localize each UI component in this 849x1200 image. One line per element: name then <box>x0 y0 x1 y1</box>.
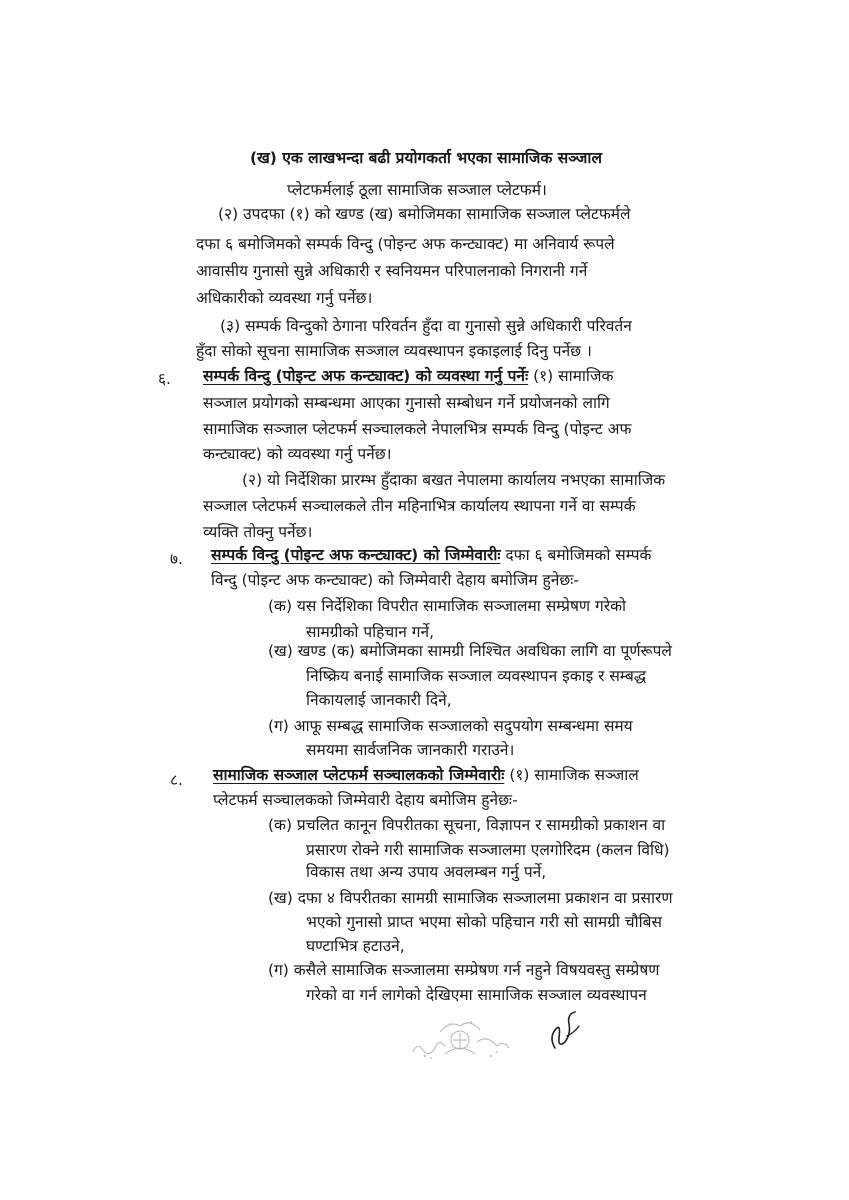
section-6-sub2-line3: व्यक्ति तोक्नु पर्नेछ। <box>203 523 313 541</box>
section-8-heading: सामाजिक सञ्जाल प्लेटफर्म सञ्चालकको जिम्मेवारीः <box>213 766 505 784</box>
clause-kha-line1: (ख) एक लाखभन्दा बढी प्रयोगकर्ता भएका सामाजिक सञ्जाल <box>250 149 602 167</box>
section-6-heading: सम्पर्क विन्दु (पोइन्ट अफ कन्ट्याक्ट) को व्यवस्था गर्नु पर्नेः <box>203 367 529 385</box>
section-6-line1-rest: (१) सामाजिक <box>528 367 614 385</box>
subclause-2-line3: आवासीय गुनासो सुन्ने अधिकारी र स्वनियमन परिपालनाको निगरानी गर्ने <box>196 262 588 280</box>
section-7-ga-line1: (ग) आफू सम्बद्ध सामाजिक सञ्जालको सदुपयोग सम्बन्धमा समय <box>268 717 633 735</box>
official-seal-icon <box>405 1012 515 1064</box>
section-7-kha-line3: निकायलाई जानकारी दिने, <box>306 691 452 709</box>
section-6-sub2-line2: सञ्जाल प्लेटफर्म सञ्चालकले तीन महिनाभित्र कार्यालय स्थापना गर्ने वा सम्पर्क <box>203 497 636 515</box>
section-7-line1 <box>211 545 651 565</box>
section-8-ka-line3: विकास तथा अन्य उपाय अवलम्बन गर्नु पर्ने, <box>306 863 547 881</box>
section-7-kha-line1: (ख) खण्ड (क) बमोजिमका सामग्री निश्चित अवधिका लागि वा पूर्णरूपले <box>268 642 672 660</box>
section-6-line4: कन्ट्याक्ट) को व्यवस्था गर्नु पर्नेछ। <box>203 445 392 463</box>
subclause-3-line2: हुँदा सोको सूचना सामाजिक सञ्जाल व्यवस्थापन इकाइलाई दिनु पर्नेछ । <box>196 342 592 360</box>
section-8-line2: प्लेटफर्म सञ्चालकको जिम्मेवारी देहाय बमोजिम हुनेछः- <box>213 791 518 809</box>
section-8-number: ८. <box>170 771 183 789</box>
section-8-kha-line2: भएको गुनासो प्राप्त भएमा सोको पहिचान गरी सो सामग्री चौबिस <box>306 913 662 931</box>
section-7-heading: सम्पर्क विन्दु (पोइन्ट अफ कन्ट्याक्ट) को जिम्मेवारीः <box>211 546 501 564</box>
subclause-2-line4: अधिकारीको व्यवस्था गर्नु पर्नेछ। <box>196 289 373 307</box>
section-6-line1 <box>203 366 613 386</box>
section-8-ga-line1: (ग) कसैले सामाजिक सञ्जालमा सम्प्रेषण गर्न नहुने विषयवस्तु सम्प्रेषण <box>268 961 660 979</box>
subclause-3-line1: (३) सम्पर्क विन्दुको ठेगाना परिवर्तन हुँदा वा गुनासो सुन्ने अधिकारी परिवर्तन <box>220 317 632 335</box>
section-7-kha-line2: निष्क्रिय बनाई सामाजिक सञ्जाल व्यवस्थापन इकाइ र सम्बद्ध <box>306 667 647 685</box>
section-7-number: ७. <box>170 550 183 568</box>
section-8-ka-line1: (क) प्रचलित कानून विपरीतका सूचना, विज्ञापन र सामग्रीको प्रकाशन वा <box>268 816 666 834</box>
section-8-kha-line3: घण्टाभित्र हटाउने, <box>306 937 405 955</box>
section-6-sub2-line1: (२) यो निर्देशिका प्रारम्भ हुँदाका बखत नेपालमा कार्यालय नभएका सामाजिक <box>242 471 666 489</box>
subclause-2-line2: दफा ६ बमोजिमको सम्पर्क विन्दु (पोइन्ट अफ कन्ट्याक्ट) मा अनिवार्य रूपले <box>196 235 615 253</box>
section-7-line1-rest: दफा ६ बमोजिमको सम्पर्क <box>500 546 652 564</box>
clause-kha-line2: प्लेटफर्मलाई ठूला सामाजिक सञ्जाल प्लेटफर्म। <box>287 181 547 199</box>
section-7-ka-line1: (क) यस निर्देशिका विपरीत सामाजिक सञ्जालमा सम्प्रेषण गरेको <box>268 597 627 615</box>
section-6-number: ६. <box>158 370 171 388</box>
section-7-ka-line2: सामग्रीको पहिचान गर्ने, <box>306 623 435 641</box>
section-8-line1-rest: (१) सामाजिक सञ्जाल <box>504 766 639 784</box>
section-7-line2: विन्दु (पोइन्ट अफ कन्ट्याक्ट) को जिम्मेवारी देहाय बमोजिम हुनेछः- <box>211 571 579 589</box>
section-7-ga-line2: समयमा सार्वजनिक जानकारी गराउने। <box>306 741 515 759</box>
section-6-line2: सञ्जाल प्रयोगको सम्बन्धमा आएका गुनासो सम्बोधन गर्ने प्रयोजनको लागि <box>203 394 610 412</box>
section-8-ga-line2: गरेको वा गर्न लागेको देखिएमा सामाजिक सञ्जाल व्यवस्थापन <box>306 986 647 1004</box>
section-8-line1 <box>213 765 639 785</box>
section-8-kha-line1: (ख) दफा ४ विपरीतका सामग्री सामाजिक सञ्जालमा प्रकाशन वा प्रसारण <box>268 889 673 907</box>
section-8-ka-line2: प्रसारण रोक्ने गरी सामाजिक सञ्जालमा एलगोरिदम (कलन विधि) <box>306 841 670 859</box>
subclause-2-line1: (२) उपदफा (१) को खण्ड (ख) बमोजिमका सामाजिक सञ्जाल प्लेटफर्मले <box>218 205 631 223</box>
section-6-line3: सामाजिक सञ्जाल प्लेटफर्म सञ्चालकले नेपालभित्र सम्पर्क विन्दु (पोइन्ट अफ <box>203 420 632 438</box>
signature-icon <box>545 1008 585 1054</box>
